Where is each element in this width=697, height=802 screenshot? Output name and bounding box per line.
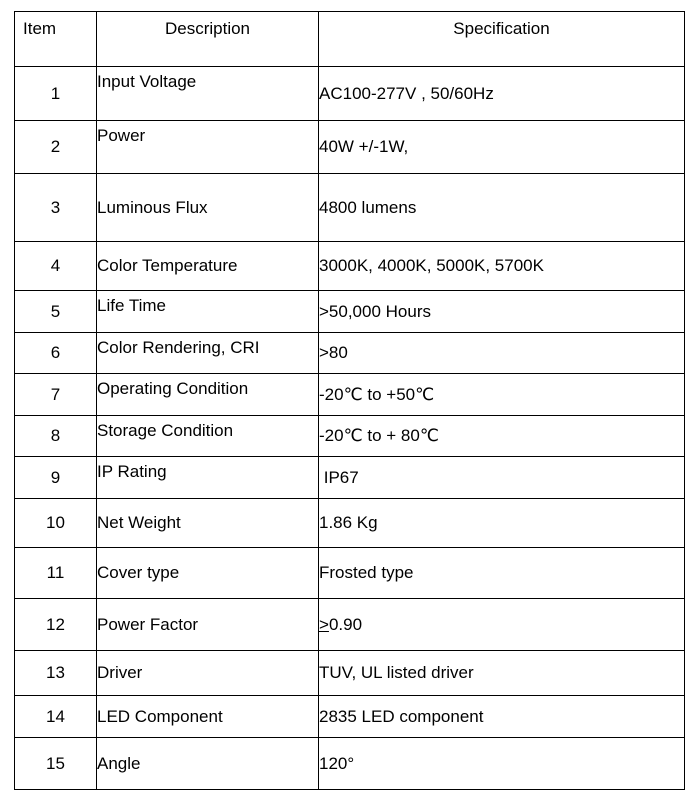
row-specification: 1.86 Kg — [319, 499, 685, 548]
table-row — [15, 291, 685, 333]
table-row — [15, 651, 685, 696]
row-description: Input Voltage — [97, 67, 319, 121]
table-row — [15, 374, 685, 416]
row-description: Driver — [97, 651, 319, 696]
table-row — [15, 457, 685, 499]
row-item: 4 — [15, 242, 97, 291]
table-row — [15, 67, 685, 121]
table-row — [15, 499, 685, 548]
row-specification: 2835 LED component — [319, 696, 685, 738]
table-row — [15, 174, 685, 242]
row-description: Color Temperature — [97, 242, 319, 291]
row-item: 6 — [15, 333, 97, 374]
row-item: 7 — [15, 374, 97, 416]
row-description: Power — [97, 121, 319, 174]
row-specification: >80 — [319, 333, 685, 374]
row-item: 13 — [15, 651, 97, 696]
table-row — [15, 242, 685, 291]
table-row — [15, 599, 685, 651]
row-specification: 4800 lumens — [319, 174, 685, 242]
row-specification: TUV, UL listed driver — [319, 651, 685, 696]
row-item: 12 — [15, 599, 97, 651]
row-item: 8 — [15, 416, 97, 457]
row-description: Luminous Flux — [97, 174, 319, 242]
row-specification: >50,000 Hours — [319, 291, 685, 333]
table-row — [15, 333, 685, 374]
row-specification: -20℃ to + 80℃ — [319, 416, 685, 457]
table-row — [15, 738, 685, 790]
row-specification: IP67 — [319, 457, 685, 499]
row-item: 10 — [15, 499, 97, 548]
row-specification: AC100-277V , 50/60Hz — [319, 67, 685, 121]
row-item: 14 — [15, 696, 97, 738]
row-description: Power Factor — [97, 599, 319, 651]
specification-table — [14, 11, 685, 790]
row-item: 5 — [15, 291, 97, 333]
table-row — [15, 121, 685, 174]
row-description: Color Rendering, CRI — [97, 333, 319, 374]
greater-equal-symbol: > — [319, 614, 329, 634]
row-description: Net Weight — [97, 499, 319, 548]
row-item: 11 — [15, 548, 97, 599]
row-description: Cover type — [97, 548, 319, 599]
header-description: Description — [97, 12, 319, 67]
row-item: 1 — [15, 67, 97, 121]
row-item: 15 — [15, 738, 97, 790]
table-row — [15, 696, 685, 738]
row-description: IP Rating — [97, 457, 319, 499]
row-specification: -20℃ to +50℃ — [319, 374, 685, 416]
table-row — [15, 548, 685, 599]
table-header-row — [15, 12, 685, 67]
row-specification: 3000K, 4000K, 5000K, 5700K — [319, 242, 685, 291]
row-description: Angle — [97, 738, 319, 790]
row-specification: Frosted type — [319, 548, 685, 599]
row-description: Operating Condition — [97, 374, 319, 416]
row-description: LED Component — [97, 696, 319, 738]
header-item: Item — [15, 12, 97, 67]
row-specification — [319, 599, 685, 651]
row-item: 2 — [15, 121, 97, 174]
row-description: Life Time — [97, 291, 319, 333]
row-item: 9 — [15, 457, 97, 499]
row-specification: 120° — [319, 738, 685, 790]
power-factor-value: 0.90 — [328, 614, 363, 634]
row-specification: 40W +/-1W, — [319, 121, 685, 174]
row-item: 3 — [15, 174, 97, 242]
row-description: Storage Condition — [97, 416, 319, 457]
header-specification: Specification — [319, 12, 685, 67]
table-row — [15, 416, 685, 457]
